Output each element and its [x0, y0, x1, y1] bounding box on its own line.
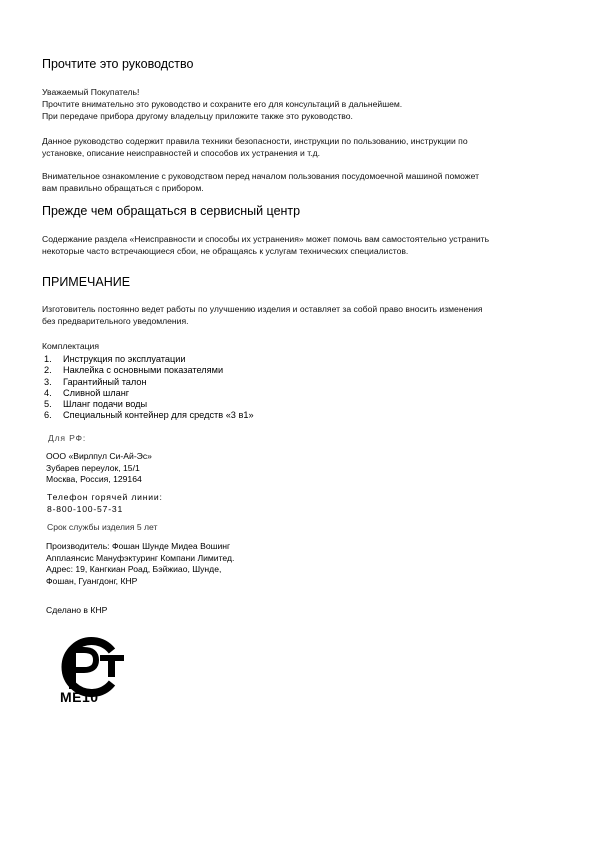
list-item [44, 388, 254, 399]
paragraph-line: вам правильно обращаться с прибором. [42, 183, 204, 193]
made-in: Сделано в КНР [46, 605, 108, 615]
list-item-text: Специальный контейнер для средств «3 в1» [63, 410, 254, 421]
paragraph-note [42, 303, 483, 327]
list-item-number: 1. [44, 354, 52, 364]
list-item [44, 410, 254, 421]
paragraph-service [42, 233, 489, 257]
greeting-text: Уважаемый Покупатель! [42, 87, 140, 97]
paragraph-contents [42, 135, 468, 159]
list-item-text: Сливной шланг [63, 387, 130, 398]
rf-address [46, 451, 152, 486]
list-item-text: Инструкция по эксплуатации [63, 354, 186, 364]
list-item-number: 5. [44, 399, 52, 410]
section-title-note: ПРИМЕЧАНИЕ [42, 275, 131, 289]
intro-line: При передаче прибора другому владельцу приложите также это руководство. [42, 111, 353, 121]
page-title: Прочтите это руководство [42, 57, 194, 71]
address-line: ООО «Вирлпул Си-Ай-Эс» [46, 451, 152, 461]
list-item [44, 365, 254, 376]
paragraph-familiarize [42, 170, 479, 194]
paragraph-line: установке, описание неисправностей и способов их устранения и т.д. [42, 148, 320, 158]
paragraph-line: Изготовитель постоянно ведет работы по улучшению изделия и оставляет за собой право вносить изменения [42, 304, 483, 314]
pct-certification-icon [54, 631, 126, 711]
manufacturer-line: Адрес: 19, Кангкиан Роад, Бэйжиао, Шунде, [46, 564, 222, 574]
list-item [44, 354, 254, 365]
list-item-text: Наклейка с основными показателями [63, 365, 224, 376]
paragraph-line: Внимательное ознакомление с руководством перед началом пользования посудомоечной машиной поможет [42, 171, 480, 181]
intro-line: Прочтите внимательно это руководство и сохраните его для консультаций в дальнейшем. [42, 99, 403, 109]
hotline-block [47, 492, 163, 515]
rf-label: Для РФ: [48, 433, 87, 443]
list-item-number: 4. [44, 387, 52, 398]
manufacturer-line: Фошан, Гуангдонг, КНР [46, 575, 138, 586]
service-life: Срок службы изделия 5 лет [47, 522, 158, 532]
manufacturer-line: Производитель: Фошан Шунде Мидеа Вошинг [46, 541, 231, 551]
paragraph-line: некоторые часто встречающиеся сбои, не обращаясь к услугам технических специалистов. [42, 246, 409, 256]
paragraph-line: Содержание раздела «Неисправности и способы их устранения» может помочь вам самостоятельно устранить [42, 234, 490, 244]
hotline-number: 8-800-100-57-31 [47, 503, 124, 514]
list-item-number: 6. [44, 410, 52, 421]
kit-list [44, 354, 254, 422]
manufacturer-block [46, 541, 234, 587]
list-item [44, 377, 254, 388]
hotline-label: Телефон горячей линии: [47, 492, 163, 502]
list-item-number: 2. [44, 365, 52, 376]
address-line: Москва, Россия, 129164 [46, 474, 142, 484]
address-line: Зубарев переулок, 15/1 [46, 462, 140, 473]
logo-code: ME10 [60, 689, 99, 705]
list-item-text: Гарантийный талон [63, 376, 147, 387]
section-title-service: Прежде чем обращаться в сервисный центр [42, 204, 301, 218]
paragraph-line: без предварительного уведомления. [42, 316, 189, 326]
paragraph-line: Данное руководство содержит правила техники безопасности, инструкции по пользованию, инструкции по [42, 136, 468, 146]
greeting-block [42, 86, 402, 122]
manufacturer-line: Апплаянсис Мануфэктуринг Компани Лимитед. [46, 552, 235, 563]
list-item [44, 399, 254, 410]
list-item-text: Шланг подачи воды [63, 399, 148, 410]
kit-title: Комплектация [42, 341, 99, 351]
list-item-number: 3. [44, 376, 52, 387]
